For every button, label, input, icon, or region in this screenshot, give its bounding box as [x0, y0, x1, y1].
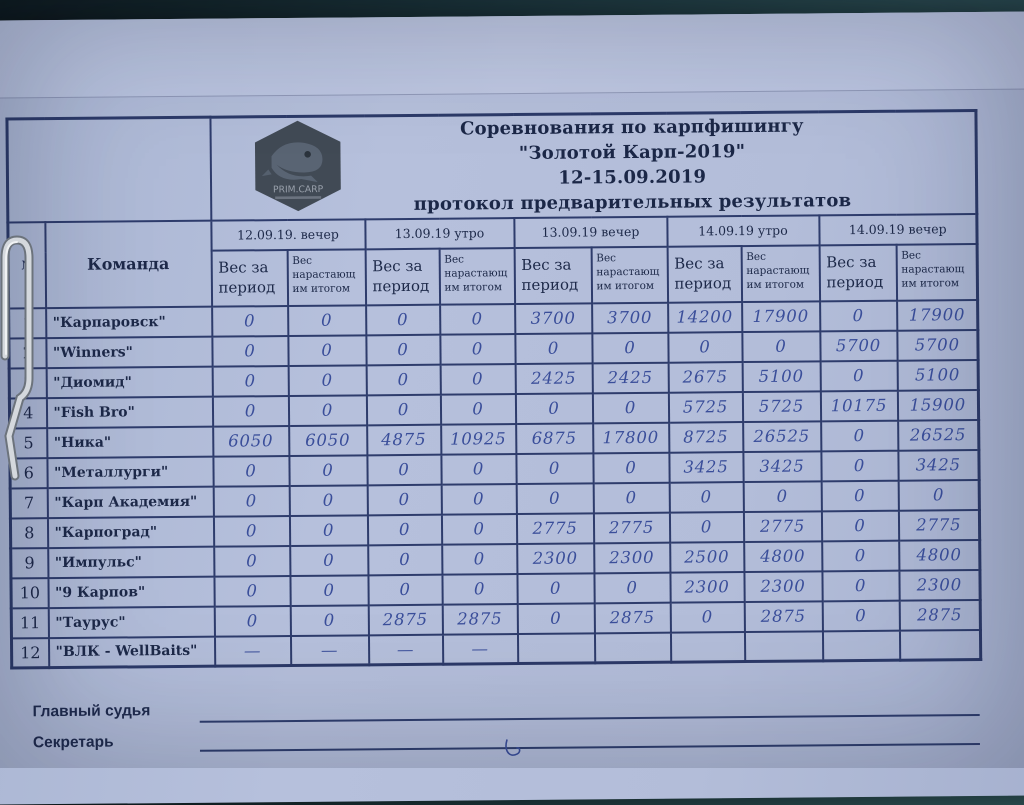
weight-value: 5700 [820, 330, 897, 361]
weight-value: 0 [516, 453, 593, 484]
pen-mark [503, 738, 529, 764]
team-name: "Карпаровск" [46, 306, 212, 337]
weight-value: 0 [366, 394, 440, 425]
title-spacer-cell [7, 117, 211, 222]
weight-value: 15900 [897, 389, 978, 420]
weight-value: 0 [516, 483, 593, 514]
weight-value: 0 [288, 305, 366, 336]
weight-value: — [442, 634, 517, 665]
weight-value: 0 [289, 455, 367, 486]
weight-value: 6875 [516, 423, 593, 454]
period-weight-header: Вес за период [514, 247, 591, 304]
weight-value: 0 [440, 334, 515, 365]
row-number: 11 [11, 608, 48, 638]
weight-value: 0 [288, 365, 366, 396]
weight-value: 26525 [743, 421, 821, 452]
document-title-block [349, 113, 915, 218]
weight-value: 26525 [898, 419, 979, 450]
weight-value: 0 [821, 510, 898, 541]
date-group-header: 13.09.19 вечер [514, 216, 667, 247]
weight-value: 10175 [820, 390, 897, 421]
chief-judge-label: Главный судья [33, 702, 151, 721]
weight-value [899, 629, 980, 660]
weight-value: 0 [442, 574, 517, 605]
weight-value: 2425 [592, 362, 668, 393]
weight-value: 5700 [897, 330, 978, 361]
weight-value: 2875 [442, 604, 517, 635]
row-number: 8 [10, 518, 47, 548]
period-weight-header: Вес за период [667, 246, 741, 303]
secretary-signature-line [200, 743, 980, 752]
weight-value: 0 [517, 573, 594, 604]
period-weight-header: Вес за период [819, 244, 896, 301]
team-name: "Металлурги" [47, 456, 213, 487]
logo-caption: PRIM.CARP [272, 184, 323, 195]
team-name: "Таурус" [48, 606, 214, 637]
row-number: 6 [10, 458, 47, 488]
row-number: 9 [11, 548, 48, 578]
weight-value: 2875 [368, 604, 442, 635]
cumulative-weight-header: Вес нарастающ им итогом [896, 244, 978, 301]
weight-value: 0 [289, 485, 367, 516]
results-table-body [9, 300, 981, 668]
row-number: 2 [9, 338, 46, 368]
weight-value: 2300 [670, 572, 744, 603]
weight-value: 17800 [593, 422, 669, 453]
weight-value: 2500 [670, 542, 744, 573]
weight-value: 0 [368, 544, 442, 575]
row-number: 7 [10, 488, 47, 518]
weight-value: 4800 [744, 541, 822, 572]
title-line-2: "Золотой Карп-2019" [349, 138, 915, 168]
weight-value: 0 [213, 516, 289, 547]
weight-value: 0 [821, 450, 898, 481]
cumulative-weight-header: Вес нарастающ им итогом [439, 248, 514, 305]
weight-value: 2425 [515, 363, 592, 394]
weight-value: 0 [517, 603, 594, 634]
weight-value: 3425 [743, 451, 821, 482]
weight-value: — [290, 635, 368, 666]
logo-subline [275, 196, 321, 199]
weight-value: 0 [214, 546, 290, 577]
weight-value [594, 632, 670, 663]
weight-value: 0 [593, 452, 669, 483]
weight-value: 0 [366, 364, 440, 395]
weight-value: 2875 [594, 602, 670, 633]
weight-value [517, 633, 594, 664]
weight-value: 0 [822, 600, 899, 631]
weight-value: 0 [822, 570, 899, 601]
weight-value: 0 [441, 484, 516, 515]
weight-value: 0 [366, 304, 440, 335]
weight-value: 3700 [592, 302, 668, 333]
weight-value: 10925 [441, 424, 516, 455]
date-group-header: 12.09.19. вечер [211, 219, 365, 250]
team-name: "Ника" [47, 426, 213, 457]
paperclip [0, 228, 40, 484]
date-group-header: 14.09.19 утро [667, 215, 819, 246]
weight-value: 2775 [743, 511, 821, 542]
date-group-header: 13.09.19 утро [365, 218, 514, 249]
weight-value: 0 [213, 456, 289, 487]
num-column-header: № [8, 222, 46, 308]
weight-value: 0 [441, 514, 516, 545]
weight-value: 0 [368, 574, 442, 605]
weight-value: 0 [441, 454, 516, 485]
row-number: 4 [9, 398, 46, 428]
weight-value: 0 [440, 364, 515, 395]
weight-value: 2675 [668, 362, 742, 393]
team-name: "Fish Bro" [46, 396, 212, 427]
weight-value: 17900 [897, 300, 978, 331]
weight-value: 0 [289, 515, 367, 546]
weight-value: 0 [214, 576, 290, 607]
weight-value: 0 [820, 300, 897, 331]
weight-value: 0 [212, 306, 288, 337]
weight-value: 0 [670, 602, 744, 633]
weight-value: 17900 [742, 301, 820, 332]
weight-value: 2300 [899, 569, 980, 600]
weight-value: 0 [593, 482, 669, 513]
weight-value: 0 [213, 486, 289, 517]
weight-value: 4800 [899, 539, 980, 570]
weight-value: 0 [214, 606, 290, 637]
weight-value: 0 [290, 545, 368, 576]
weight-value: 3425 [898, 449, 979, 480]
weight-value: 0 [822, 540, 899, 571]
weight-value: 2775 [516, 513, 593, 544]
cumulative-weight-header: Вес нарастающ им итогом [591, 246, 667, 303]
weight-value: 0 [669, 512, 743, 543]
weight-value: 0 [288, 395, 366, 426]
weight-value: 0 [668, 332, 742, 363]
weight-value: 0 [592, 392, 668, 423]
date-group-header: 14.09.19 вечер [819, 214, 977, 245]
title-line-1: Соревнования по карпфишингу [349, 113, 915, 143]
weight-value: 14200 [668, 302, 742, 333]
weight-value [744, 631, 822, 662]
weight-value: 0 [515, 333, 592, 364]
weight-value: 2775 [898, 509, 979, 540]
row-number: 5 [10, 428, 47, 458]
weight-value: 2875 [744, 601, 822, 632]
weight-value: 5725 [668, 392, 742, 423]
weight-value: 8725 [669, 422, 743, 453]
weight-value: 3425 [669, 452, 743, 483]
title-line-4: протокол предварительных результатов [350, 188, 916, 218]
weight-value: 5100 [742, 361, 820, 392]
weight-value: 0 [821, 420, 898, 451]
weight-value: 3700 [515, 303, 592, 334]
weight-value: 0 [592, 332, 668, 363]
weight-value: 5725 [742, 391, 820, 422]
weight-value: 0 [440, 304, 515, 335]
weight-value: 0 [367, 454, 441, 485]
weight-value [822, 630, 899, 661]
weight-value: 4875 [367, 424, 441, 455]
weight-value: 2875 [899, 599, 980, 630]
paper-fold-edge [0, 11, 1024, 98]
weight-value: 0 [442, 544, 517, 575]
team-name: "Карп Академия" [47, 486, 213, 517]
cumulative-weight-header: Вес нарастающ им итогом [741, 245, 819, 302]
weight-value: 2300 [744, 571, 822, 602]
row-number: 10 [11, 578, 48, 608]
weight-value: 0 [212, 396, 288, 427]
weight-value [670, 632, 744, 663]
weight-value: 0 [440, 394, 515, 425]
weight-value: 0 [367, 484, 441, 515]
team-name: "Карпоград" [47, 516, 213, 547]
weight-value: — [368, 634, 442, 665]
title-line-3: 12-15.09.2019 [349, 163, 915, 193]
team-name: "Импульс" [48, 546, 214, 577]
row-number: 3 [9, 368, 46, 398]
weight-value: 6050 [213, 426, 289, 457]
weight-value: 0 [212, 336, 288, 367]
weight-value: 0 [515, 393, 592, 424]
title-cell [210, 111, 977, 221]
club-logo [245, 120, 350, 217]
results-table [5, 109, 982, 669]
row-number: 12 [11, 638, 48, 668]
team-name: "Winners" [46, 336, 212, 367]
weight-value: 5100 [897, 359, 978, 390]
weight-value: 2775 [593, 512, 669, 543]
weight-value: 0 [742, 331, 820, 362]
weight-value: 0 [290, 605, 368, 636]
team-column-header: Команда [45, 220, 212, 307]
team-name: "Диомид" [46, 366, 212, 397]
title-row [7, 111, 977, 222]
cumulative-weight-header: Вес нарастающ им итогом [287, 249, 365, 306]
weight-value: 0 [898, 479, 979, 510]
carp-logo-icon [247, 120, 348, 213]
weight-value: 0 [290, 575, 368, 606]
weight-value: 2300 [594, 542, 670, 573]
weight-value: 0 [288, 335, 366, 366]
weight-value: 0 [594, 572, 670, 603]
weight-value: 0 [212, 366, 288, 397]
secretary-label: Секретарь [33, 734, 114, 753]
weight-value: 6050 [289, 425, 367, 456]
weight-value: 0 [367, 514, 441, 545]
weight-value: 0 [366, 334, 440, 365]
weight-value: 0 [669, 482, 743, 513]
team-name: "9 Карпов" [48, 576, 214, 607]
weight-value: — [214, 636, 290, 667]
period-weight-header: Вес за период [211, 250, 287, 307]
team-name: "ВЛК - WellBaits" [48, 636, 214, 667]
chief-judge-signature-line [200, 714, 980, 723]
period-weight-header: Вес за период [365, 248, 439, 305]
row-number: 1 [9, 308, 46, 338]
weight-value: 0 [821, 480, 898, 511]
weight-value: 0 [820, 360, 897, 391]
paper-sheet [0, 11, 1024, 804]
weight-value: 0 [743, 481, 821, 512]
weight-value: 2300 [517, 543, 594, 574]
